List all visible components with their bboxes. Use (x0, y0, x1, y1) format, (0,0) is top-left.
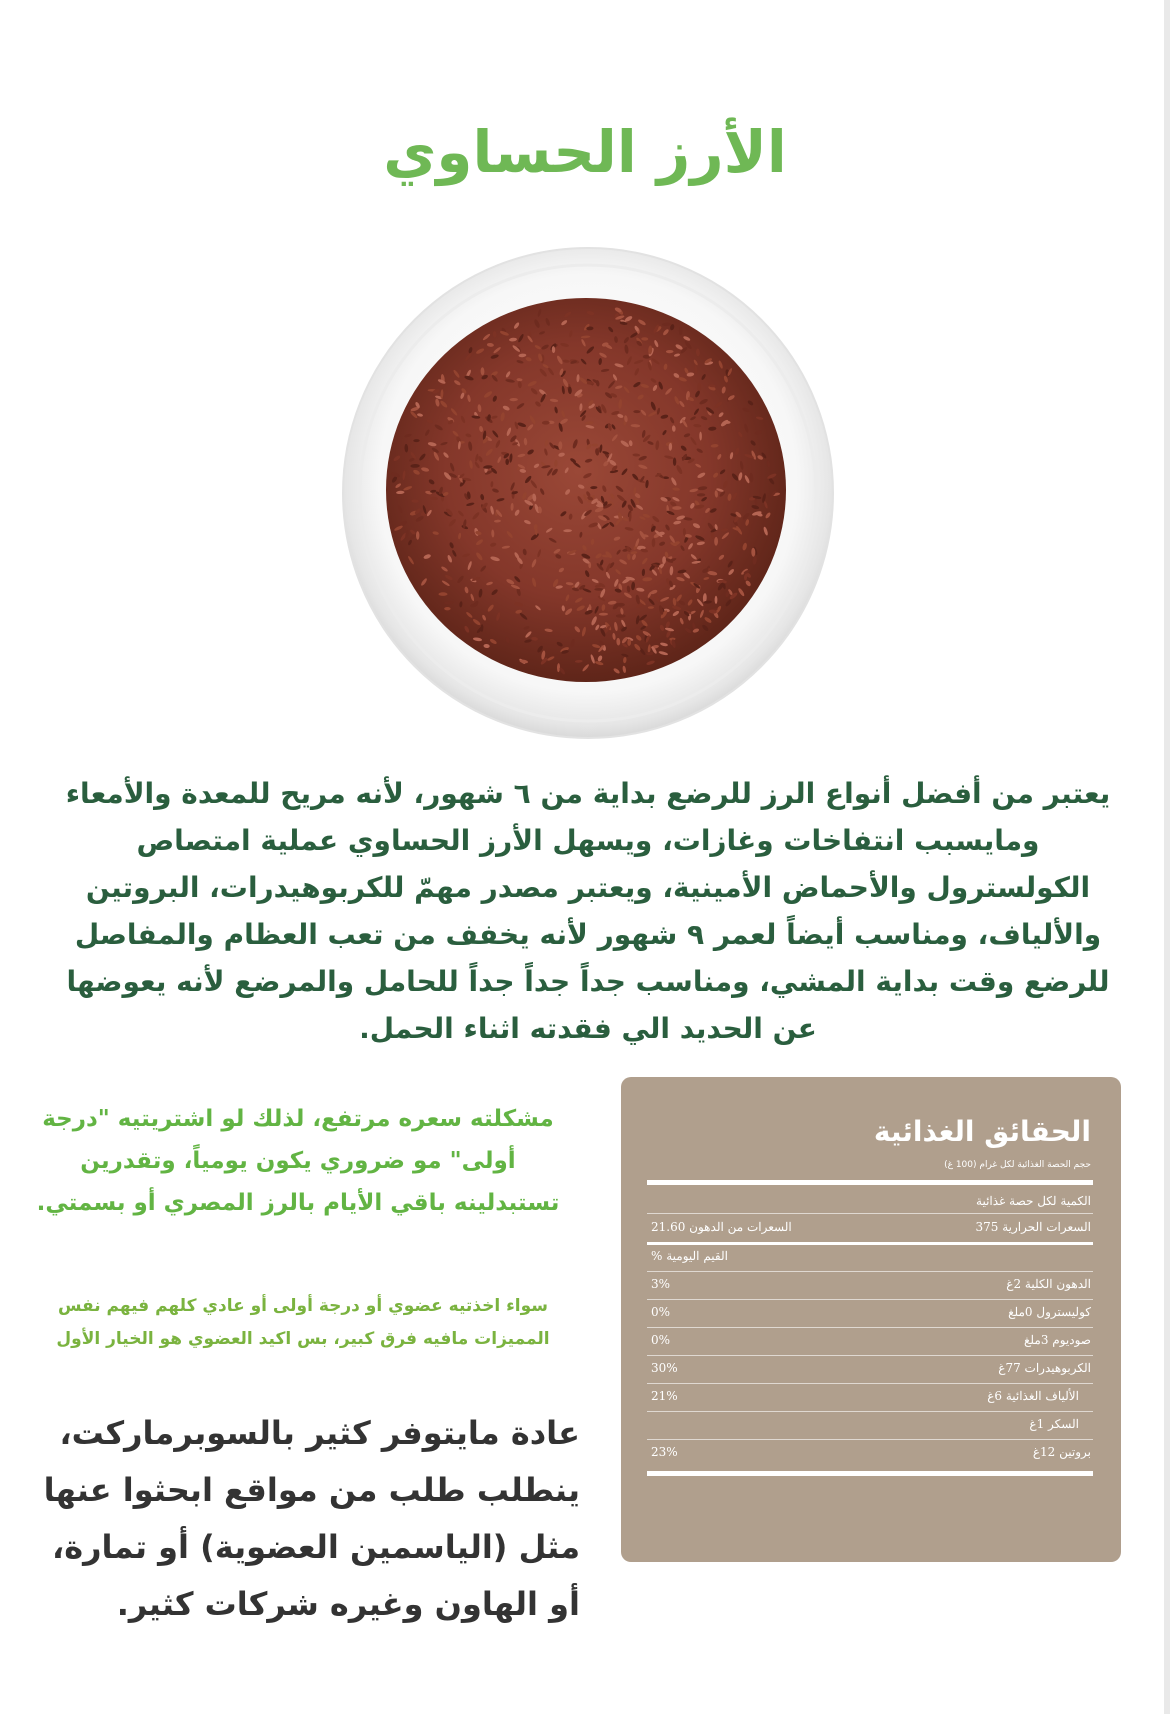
rice-grain (592, 444, 598, 447)
rice-grain (416, 531, 419, 540)
availability-note-line: ينطلب طلب من مواقع ابحثوا عنها (43, 1471, 580, 1509)
divider (647, 1411, 1093, 1412)
availability-note-line: مثل (الياسمين العضوية) أو تمارة، (52, 1528, 580, 1566)
nutrient-name: الكربوهيدرات 77غ (998, 1361, 1091, 1375)
rice-grain (444, 607, 450, 610)
intro-line: للرضع وقت بداية المشي، ومناسب جداً جداً جداً للحامل والمرضع لأنه يعوضها (66, 965, 1110, 998)
intro-line: يعتبر من أفضل أنواع الرز للرضع بداية من ٦ شهور، لأنه مريح للمعدة والأمعاء (65, 777, 1111, 810)
nutrient-value: 23% (651, 1445, 678, 1459)
rice-grain (672, 506, 681, 510)
price-note-line: مشكلته سعره مرتفع، لذلك لو اشتريتيه "درجة (42, 1106, 554, 1132)
rice-grain (616, 614, 626, 617)
divider (647, 1327, 1093, 1328)
rice-grain (439, 592, 448, 596)
nutrient-value: 0% (651, 1305, 671, 1319)
organic-note (18, 1290, 588, 1356)
rice-grain (715, 596, 718, 604)
rice-grain (594, 588, 603, 591)
nutrient-value: 3% (651, 1277, 671, 1291)
nutrient-value: 30% (651, 1361, 678, 1375)
intro-paragraph (58, 770, 1118, 1052)
page-title: الأرز الحساوي (383, 118, 787, 186)
rice-grain (744, 574, 747, 580)
organic-note-line: المميزات مافيه فرق كبير، بس اكيد العضوي هو الخيار الأول (56, 1329, 550, 1349)
nutrient-name: بروتين 12غ (1032, 1445, 1091, 1459)
price-note (18, 1098, 578, 1224)
price-note-line: تستبدلينه باقي الأيام بالرز المصري أو بسمتي. (36, 1190, 560, 1216)
availability-note-line: أو الهاون وغيره شركات كثير. (116, 1585, 580, 1623)
price-note-line: أولى" مو ضروري يكون يومياً، وتقدرين (80, 1148, 516, 1174)
rice-bowl-image (338, 243, 838, 743)
serving-size: حجم الحصة الغذائية لكل غرام (100 غ) (944, 1160, 1091, 1170)
nutrient-name: كوليسترول 0ملغ (1008, 1305, 1091, 1319)
nutrition-facts-panel (621, 1077, 1121, 1562)
nutrient-name: صوديوم 3ملغ (1024, 1333, 1091, 1347)
intro-line: عن الحديد الي فقدته اثناء الحمل. (359, 1012, 817, 1045)
divider (647, 1471, 1093, 1476)
nutrition-title: الحقائق الغذائية (873, 1115, 1091, 1148)
divider (647, 1271, 1093, 1272)
divider (647, 1299, 1093, 1300)
divider (647, 1180, 1093, 1185)
nutrient-name: الدهون الكلية 2غ (1006, 1277, 1091, 1291)
availability-note-line: عادة مايتوفر كثير بالسوبرماركت، (59, 1414, 580, 1452)
divider (647, 1213, 1093, 1214)
organic-note-line: سواء اخذتيه عضوي أو درجة أولى أو عادي كلهم فيهم نفس (57, 1296, 548, 1316)
intro-line: ومايسبب انتفاخات وغازات، ويسهل الأرز الحساوي عملية امتصاص (136, 824, 1040, 857)
amount-per-serving-label: الكمية لكل حصة غذائية (976, 1194, 1091, 1208)
divider (647, 1242, 1093, 1245)
calories: السعرات الحرارية 375 (975, 1220, 1091, 1234)
nutrient-name: السكر 1غ (1029, 1417, 1079, 1431)
calories-from-fat: السعرات من الدهون 21.60 (651, 1220, 792, 1234)
divider (647, 1355, 1093, 1356)
page-edge (1164, 0, 1170, 1714)
divider (647, 1383, 1093, 1384)
nutrient-value: 21% (651, 1389, 678, 1403)
divider (647, 1439, 1093, 1440)
availability-note (40, 1405, 580, 1633)
daily-value-label: القيم اليومية % (651, 1249, 728, 1263)
intro-line: والألياف، ومناسب أيضاً لعمر ٩ شهور لأنه يخفف من تعب العظام والمفاصل (74, 918, 1102, 951)
nutrient-name: الألياف الغذائية 6غ (987, 1389, 1079, 1403)
nutrient-value: 0% (651, 1333, 671, 1347)
intro-line: الكولسترول والأحماض الأمينية، ويعتبر مصدر مهمّ للكربوهيدرات، البروتين (85, 871, 1091, 904)
